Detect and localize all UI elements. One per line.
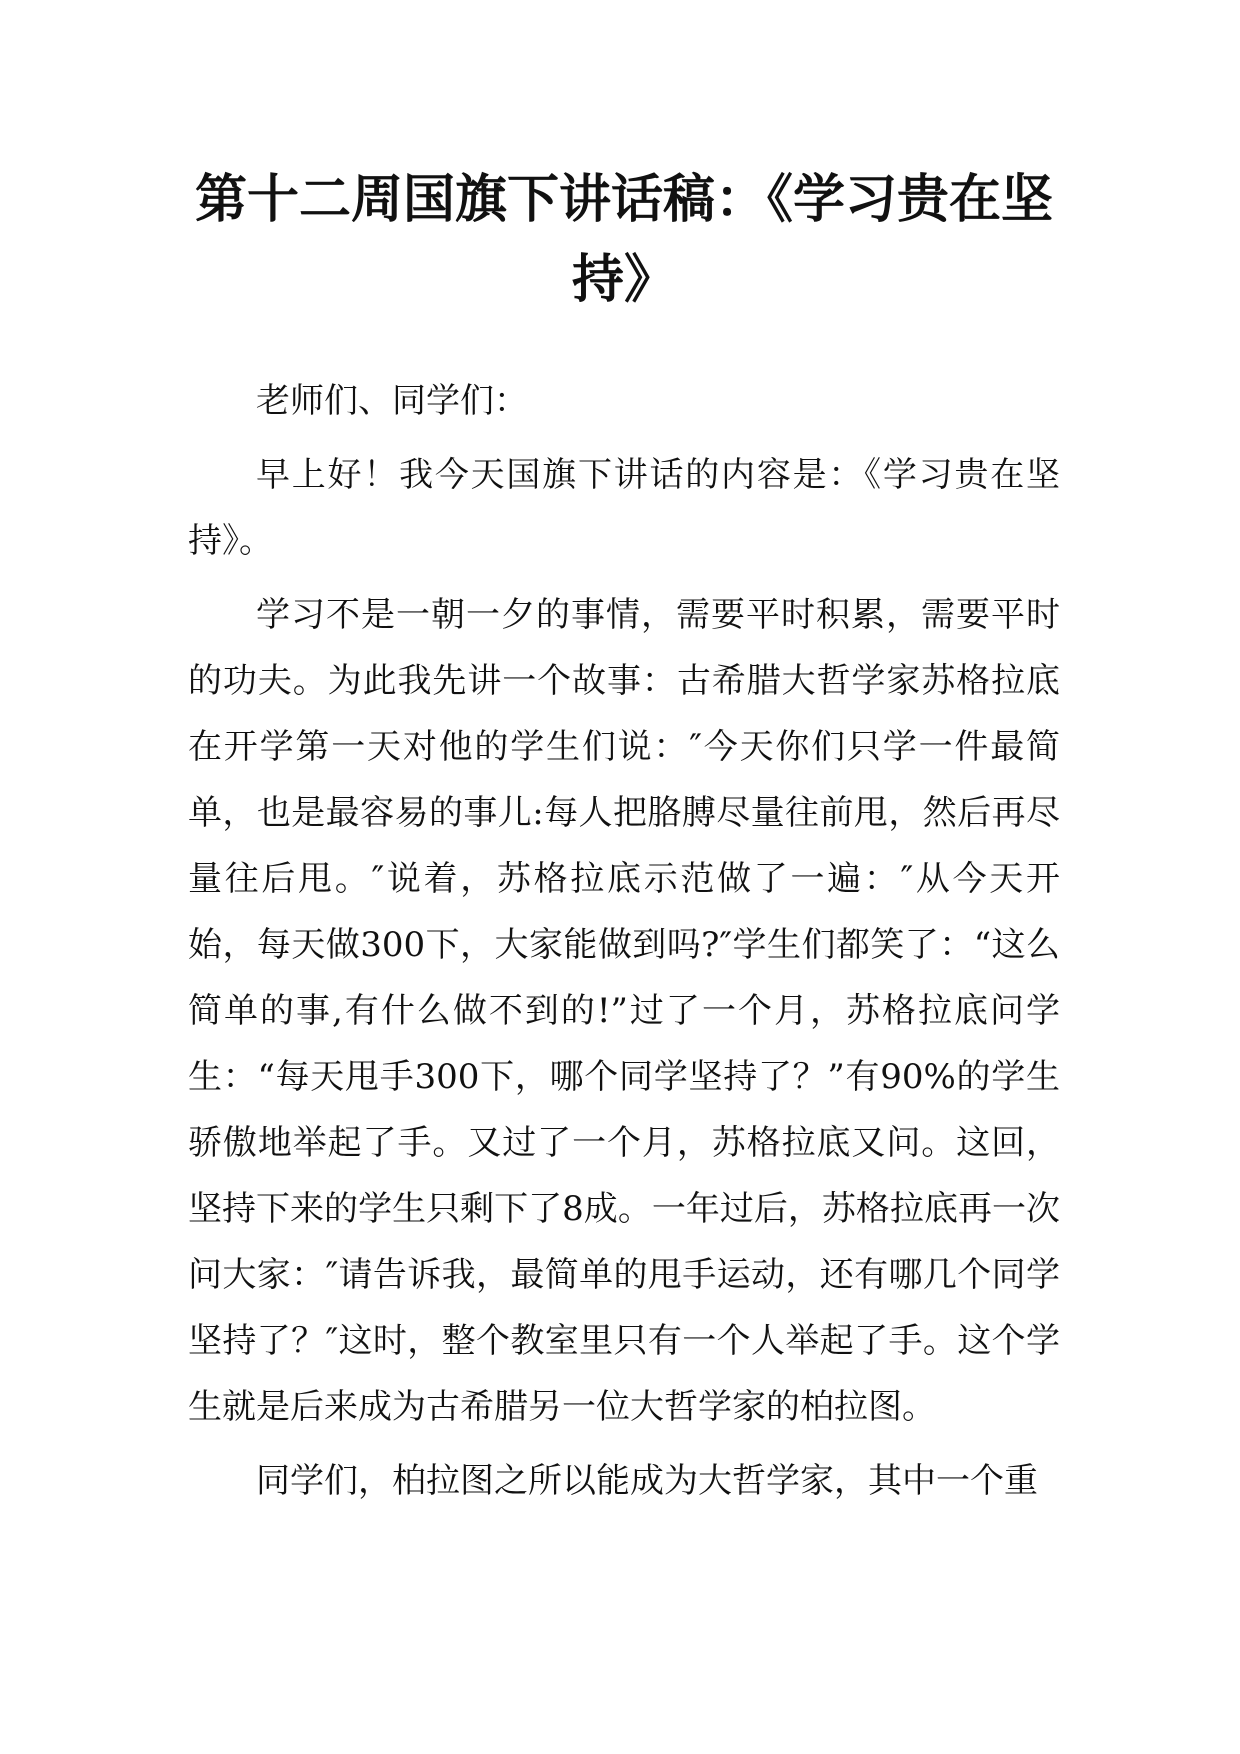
salutation-paragraph: 老师们、同学们： xyxy=(256,381,528,421)
greeting-paragraph: 早上好！我今天国旗下讲话的内容是：《学习贵在坚持》。 xyxy=(188,455,1060,561)
document-title: 第十二周国旗下讲话稿：《学习贵在坚持》 xyxy=(194,170,1053,310)
continuation-paragraph: 同学们，柏拉图之所以能成为大哲学家，其中一个重 xyxy=(256,1461,1038,1501)
document-body xyxy=(188,160,1060,1514)
story-paragraph: 学习不是一朝一夕的事情，需要平时积累，需要平时的功夫。为此我先讲一个故事：古希腊大哲学家苏格拉底在开学第一天对他的学生们说：″今天你们只学一件最简单，也是最容易的事儿:每人把胳膊尽量往前甩，然后再尽量往后甩。″说着，苏格拉底示范做了一遍：″从今天开始，每天做300下，大家能做到吗?″学生们都笑了：“这么简单的事,有什么做不到的!”过了一个月，苏格拉底问学生：“每天甩手300下，哪个同学坚持了？”有90%的学生骄傲地举起了手。又过了一个月，苏格拉底又问。这回，坚持下来的学生只剩下了8成。一年过后，苏格拉底再一次问大家：″请告诉我，最简单的甩手运动，还有哪几个同学坚持了？″这时，整个教室里只有一个人举起了手。这个学生就是后来成为古希腊另一位大哲学家的柏拉图。 xyxy=(188,595,1060,1427)
